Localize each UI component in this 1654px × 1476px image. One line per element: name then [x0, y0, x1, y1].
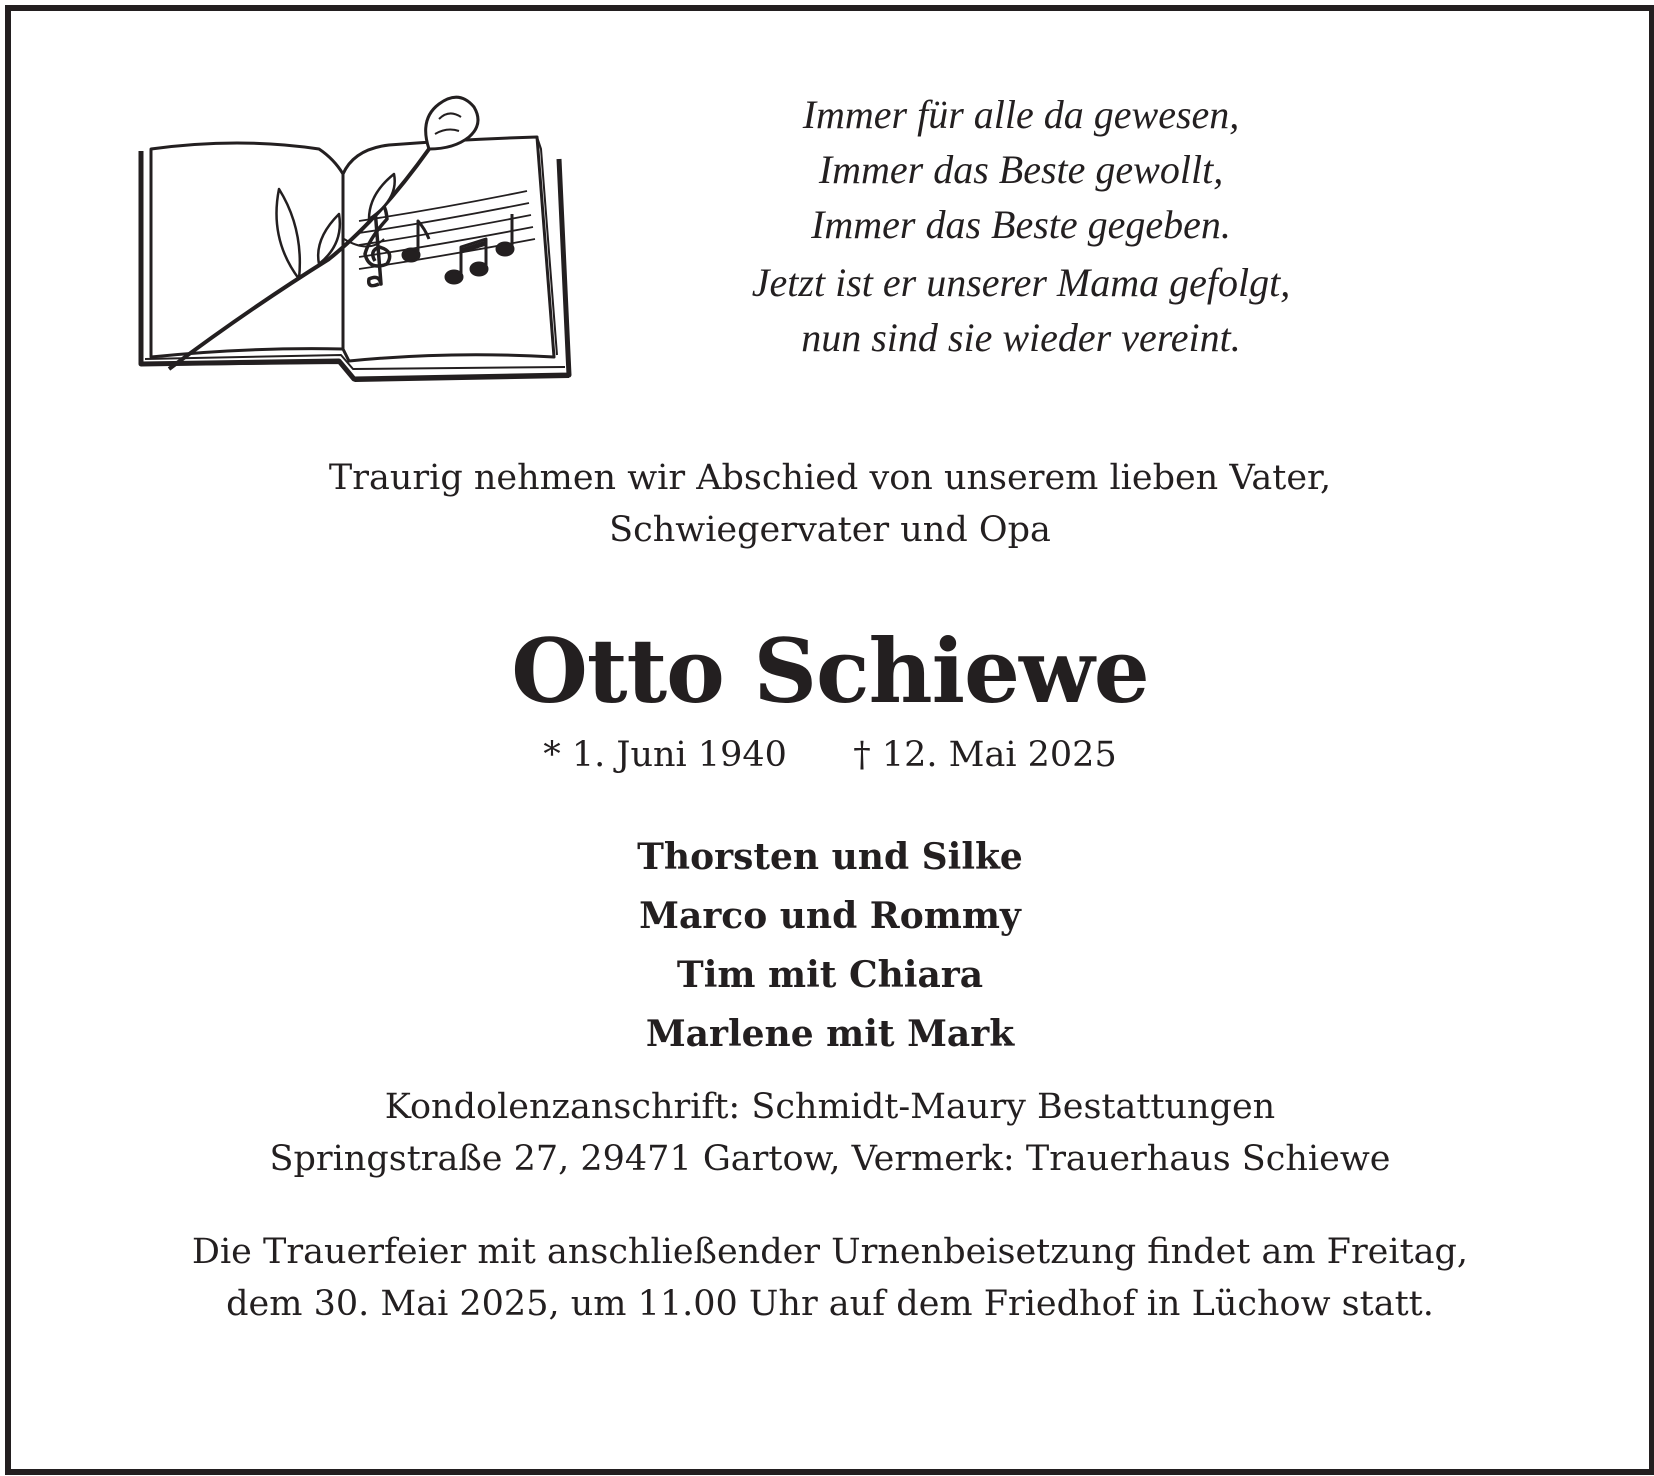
family-member: Marlene mit Mark: [645, 1013, 1015, 1055]
ceremony-line: Die Trauerfeier mit anschließender Urnenbeisetzung findet am Freitag,: [191, 1232, 1469, 1272]
motto-line: Immer das Beste gewollt,: [818, 147, 1224, 192]
ceremony-line: dem 30. Mai 2025, um 11.00 Uhr auf dem Friedhof in Lüchow statt.: [226, 1284, 1434, 1324]
motto-block-1: [571, 87, 1471, 252]
deceased-name: Otto Schiewe: [511, 619, 1149, 723]
condolence-line: Springstraße 27, 29471 Gartow, Vermerk: Trauerhaus Schiewe: [269, 1139, 1391, 1179]
motto-line: Immer für alle da gewesen,: [802, 92, 1240, 137]
intro-line: Schwiegervater und Opa: [609, 510, 1051, 550]
obituary-card: [5, 5, 1654, 1475]
book-with-rose-and-music-notes-icon: [129, 79, 599, 399]
motto-line: nun sind sie wieder vereint.: [801, 315, 1241, 360]
death-date: † 12. Mai 2025: [853, 735, 1117, 775]
birth-date: * 1. Juni 1940: [543, 735, 787, 775]
intro-text: [11, 452, 1649, 556]
intro-line: Traurig nehmen wir Abschied von unserem lieben Vater,: [328, 458, 1332, 498]
motto-block-2: [571, 255, 1471, 365]
ceremony-info: [11, 1226, 1649, 1330]
family-member: Marco und Rommy: [639, 895, 1021, 937]
family-member: Thorsten und Silke: [637, 836, 1023, 878]
life-dates: [11, 735, 1649, 775]
condolence-line: Kondolenzanschrift: Schmidt-Maury Bestattungen: [384, 1087, 1276, 1127]
condolence-address: [11, 1081, 1649, 1185]
family-member: Tim mit Chiara: [676, 954, 984, 996]
family-list: [11, 828, 1649, 1064]
motto-line: Jetzt ist er unserer Mama gefolgt,: [751, 260, 1291, 305]
motto-line: Immer das Beste gegeben.: [811, 202, 1231, 247]
